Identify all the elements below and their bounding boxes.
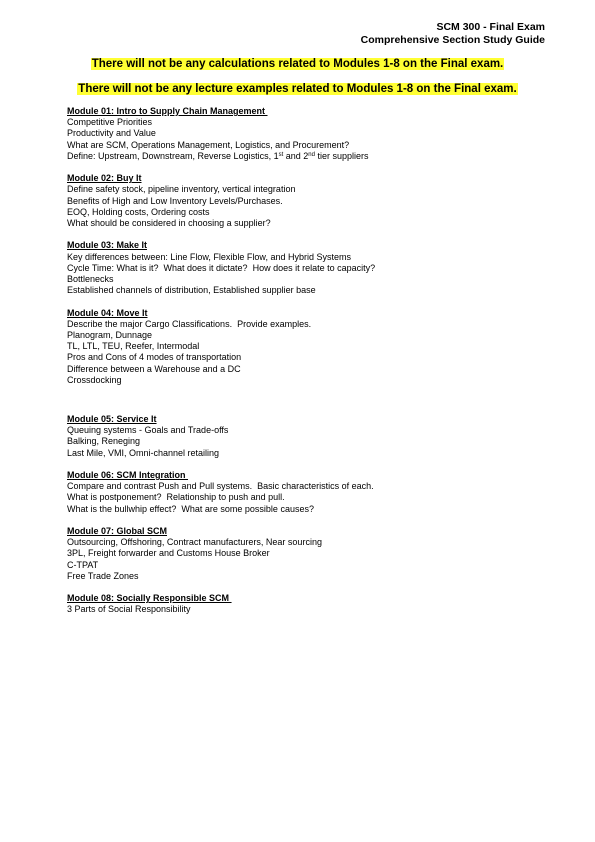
- topic-line: Outsourcing, Offshoring, Contract manufacturers, Near sourcing: [67, 537, 322, 548]
- topic-line: Productivity and Value: [67, 128, 156, 139]
- topic-line: [67, 151, 557, 162]
- highlighted-notice: [0, 82, 595, 96]
- module-title: Module 03: Make It: [67, 240, 148, 251]
- topic-line: Queuing systems - Goals and Trade-offs: [67, 425, 229, 436]
- module-title: Module 05: Service It: [67, 414, 157, 425]
- module-title: Module 01: Intro to Supply Chain Management: [67, 106, 268, 116]
- module-title: Module 08: Socially Responsible SCM: [67, 593, 232, 604]
- topic-text: Define: Upstream, Downstream, Reverse Logistics, 1: [67, 150, 279, 161]
- topic-line: Last Mile, VMI, Omni-channel retailing: [67, 447, 220, 458]
- ordinal-superscript: nd: [308, 151, 315, 158]
- topic-text: and 2: [283, 150, 309, 161]
- notice-calculations: There will not be any calculations related to Modules 1-8 on the Final exam.: [91, 58, 504, 70]
- topic-line: TL, LTL, TEU, Reefer, Intermodal: [67, 341, 200, 352]
- topic-line: Planogram, Dunnage: [67, 330, 153, 341]
- course-title: SCM 300 - Final Exam: [436, 21, 545, 33]
- module-07-section: [67, 526, 557, 582]
- topic-line: What is postponement? Relationship to push and pull.: [67, 492, 285, 503]
- module-03-section: [67, 240, 557, 296]
- module-08-section: [67, 593, 557, 615]
- module-05-section: [67, 414, 557, 459]
- topic-line: Pros and Cons of 4 modes of transportation: [67, 352, 242, 363]
- topic-line: What is the bullwhip effect? What are some possible causes?: [67, 503, 314, 514]
- topic-line: Difference between a Warehouse and a DC: [67, 363, 241, 374]
- topic-line: What should be considered in choosing a supplier?: [67, 218, 271, 229]
- module-title: Module 04: Move It: [67, 307, 148, 318]
- module-title: Module 06: SCM Integration: [67, 470, 189, 481]
- topic-line: 3 Parts of Social Responsibility: [67, 604, 191, 615]
- topic-line: 3PL, Freight forwarder and Customs House Broker: [67, 548, 270, 559]
- topic-line: Describe the major Cargo Classifications. Provide examples.: [67, 318, 312, 329]
- topic-line: C-TPAT: [67, 559, 99, 570]
- topic-line: Compare and contrast Push and Pull systems. Basic characteristics of each.: [67, 481, 374, 492]
- module-04-section: [67, 308, 557, 386]
- module-title: Module 07: Global SCM: [67, 526, 168, 537]
- module-06-section: [67, 470, 557, 515]
- study-guide-content: [67, 106, 557, 627]
- topic-text: tier suppliers: [314, 150, 369, 161]
- topic-line: Free Trade Zones: [67, 570, 139, 581]
- module-01-section: [67, 106, 557, 162]
- highlighted-notice: [0, 57, 595, 71]
- topic-line: Define safety stock, pipeline inventory, vertical integration: [67, 184, 296, 195]
- topic-line: Key differences between: Line Flow, Flexible Flow, and Hybrid Systems: [67, 251, 351, 262]
- topic-line: Benefits of High and Low Inventory Levels/Purchases.: [67, 195, 283, 206]
- topic-line: Bottlenecks: [67, 274, 114, 285]
- topic-line: Cycle Time: What is it? What does it dictate? How does it relate to capacity?: [67, 262, 376, 273]
- module-title: Module 02: Buy It: [67, 173, 142, 184]
- ordinal-superscript: st: [278, 151, 284, 158]
- module-02-section: [67, 173, 557, 229]
- topic-line: Established channels of distribution, Established supplier base: [67, 285, 316, 296]
- topic-line: Competitive Priorities: [67, 117, 153, 128]
- topic-line: Crossdocking: [67, 374, 122, 385]
- guide-title: Comprehensive Section Study Guide: [360, 34, 545, 46]
- document-header: [361, 21, 545, 47]
- notice-lecture-examples: There will not be any lecture examples related to Modules 1-8 on the Final exam.: [78, 83, 517, 95]
- topic-line: What are SCM, Operations Management, Logistics, and Procurement?: [67, 139, 350, 150]
- topic-line: EOQ, Holding costs, Ordering costs: [67, 206, 210, 217]
- topic-line: Balking, Reneging: [67, 436, 141, 447]
